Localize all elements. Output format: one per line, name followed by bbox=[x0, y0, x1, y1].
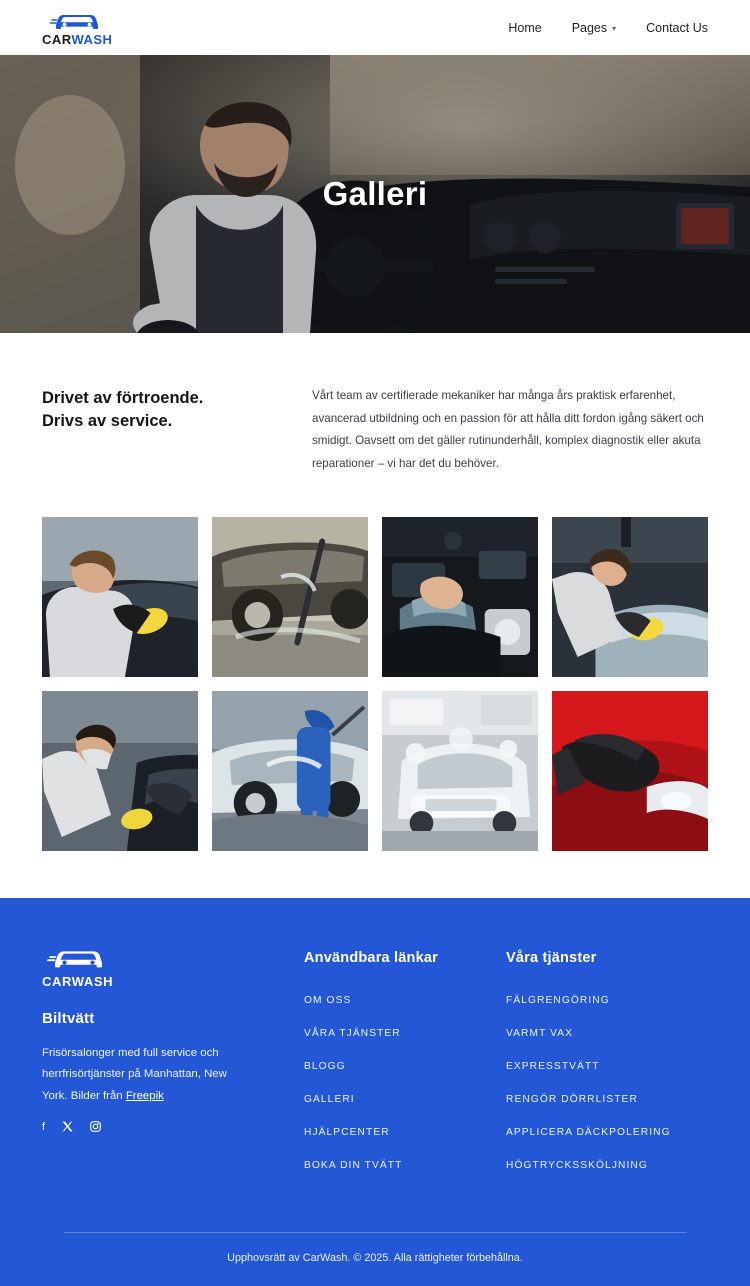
footer-logo[interactable] bbox=[42, 946, 304, 988]
gallery-image-5 bbox=[42, 691, 198, 851]
footer-link-hjalpcenter[interactable]: HJÄLPCENTER bbox=[304, 1127, 390, 1139]
footer-logo-wordmark bbox=[42, 975, 113, 988]
list-item bbox=[506, 990, 708, 1008]
gallery-item[interactable] bbox=[552, 691, 708, 851]
site-footer bbox=[0, 898, 750, 1286]
gallery-image-1 bbox=[42, 517, 198, 677]
list-item bbox=[304, 1023, 506, 1041]
nav-label-contact-us: Contact Us bbox=[646, 20, 708, 35]
footer-link-expresstvatt[interactable]: EXPRESSTVÄTT bbox=[506, 1061, 600, 1073]
footer-link-list bbox=[506, 990, 708, 1173]
car-icon bbox=[47, 946, 109, 975]
freepik-link[interactable]: Freepik bbox=[125, 1089, 164, 1102]
footer-column-title: Användbara länkar bbox=[304, 950, 438, 967]
twitter-x-icon[interactable] bbox=[62, 1121, 73, 1135]
footer-link-falgrengoring[interactable]: FÄLGRENGÖRING bbox=[506, 995, 610, 1007]
footer-column-title: Våra tjänster bbox=[506, 950, 597, 967]
instagram-icon[interactable] bbox=[90, 1121, 101, 1135]
intro-section bbox=[0, 333, 750, 475]
list-item bbox=[304, 1122, 506, 1140]
car-icon bbox=[50, 10, 104, 32]
gallery-item[interactable] bbox=[212, 691, 368, 851]
intro-heading-line2: Drivs av service. bbox=[42, 412, 173, 431]
facebook-icon[interactable]: f bbox=[42, 1121, 46, 1134]
nav-label-pages: Pages bbox=[571, 20, 608, 35]
main-nav bbox=[508, 21, 708, 35]
nav-item-pages[interactable] bbox=[572, 21, 616, 35]
footer-link-rengor-dorrlister[interactable]: RENGÖR DÖRRLISTER bbox=[506, 1094, 638, 1106]
footer-column-our-services bbox=[506, 946, 708, 1188]
nav-item-contact-us[interactable] bbox=[646, 21, 708, 35]
list-item bbox=[304, 1155, 506, 1173]
footer-link-galleri[interactable]: GALLERI bbox=[304, 1094, 355, 1106]
intro-body: Vårt team av certifierade mekaniker har många års praktisk erfarenhet, avancerad utbildning och en passion för att hålla ditt fordon igång säkert och smidigt. Oavsett om det gäller rutinunderhåll, komplex diagnostik eller akuta reparationer – vi har det du behöver. bbox=[312, 389, 704, 470]
instagram-glyph bbox=[90, 1121, 101, 1132]
gallery-item[interactable] bbox=[212, 517, 368, 677]
gallery-item[interactable] bbox=[382, 691, 538, 851]
logo-wordmark bbox=[42, 33, 112, 46]
list-item bbox=[304, 1089, 506, 1107]
footer-link-vara-tjanster[interactable]: VÅRA TJÄNSTER bbox=[304, 1028, 401, 1040]
logo-text-wash: WASH bbox=[71, 31, 113, 47]
gallery-image-7 bbox=[382, 691, 538, 851]
list-item bbox=[506, 1089, 708, 1107]
footer-logo-text-wash: WASH bbox=[71, 974, 114, 990]
footer-description-line1: Frisörsalonger med full service och bbox=[42, 1047, 219, 1060]
footer-copyright: Upphovsrätt av CarWash. © 2025. Alla rättigheter förbehållna. bbox=[227, 1252, 523, 1265]
footer-brand-column bbox=[42, 946, 304, 1188]
gallery-image-2 bbox=[212, 517, 368, 677]
gallery-image-4 bbox=[552, 517, 708, 677]
list-item bbox=[506, 1023, 708, 1041]
footer-link-boka-din-tvatt[interactable]: BOKA DIN TVÄTT bbox=[304, 1160, 403, 1172]
footer-description-line2: herrfrisörtjänster på Manhattan, New York. bbox=[42, 1068, 227, 1102]
list-item bbox=[506, 1122, 708, 1140]
footer-description-line3-prefix: Bilder från bbox=[70, 1089, 126, 1102]
list-item bbox=[304, 990, 506, 1008]
footer-link-hogtryckssköljning[interactable]: HÖGTRYCKSSKÖLJNING bbox=[506, 1160, 648, 1172]
gallery-grid bbox=[0, 475, 750, 851]
gallery-image-3 bbox=[382, 517, 538, 677]
twitter-x-glyph bbox=[62, 1121, 73, 1132]
footer-link-applicera-dackpolering[interactable]: APPLICERA DÄCKPOLERING bbox=[506, 1127, 671, 1139]
footer-link-varmt-vax[interactable]: VARMT VAX bbox=[506, 1028, 574, 1040]
nav-label-home: Home bbox=[508, 20, 542, 35]
footer-brand-heading: Biltvätt bbox=[42, 1010, 95, 1028]
intro-heading bbox=[42, 385, 274, 475]
hero-banner bbox=[0, 55, 750, 333]
footer-link-om-oss[interactable]: OM OSS bbox=[304, 995, 352, 1007]
footer-link-blogg[interactable]: BLOGG bbox=[304, 1061, 346, 1073]
intro-heading-line1: Drivet av förtroende. bbox=[42, 389, 204, 407]
list-item bbox=[506, 1056, 708, 1074]
chevron-down-icon: ▾ bbox=[612, 24, 617, 33]
gallery-image-8 bbox=[552, 691, 708, 851]
gallery-item[interactable] bbox=[552, 517, 708, 677]
list-item bbox=[304, 1056, 506, 1074]
footer-link-list bbox=[304, 990, 506, 1173]
site-logo[interactable] bbox=[42, 10, 112, 46]
gallery-item[interactable] bbox=[382, 517, 538, 677]
footer-column-useful-links bbox=[304, 946, 506, 1188]
logo-text-car: CAR bbox=[42, 31, 72, 47]
footer-description bbox=[42, 1043, 247, 1106]
gallery-image-6 bbox=[212, 691, 368, 851]
site-header bbox=[0, 0, 750, 55]
footer-columns bbox=[42, 946, 708, 1188]
gallery-item[interactable] bbox=[42, 691, 198, 851]
footer-social-links bbox=[42, 1121, 304, 1135]
footer-logo-text-car: CAR bbox=[42, 974, 72, 990]
list-item bbox=[506, 1155, 708, 1173]
page-title: Galleri bbox=[322, 175, 428, 212]
gallery-item[interactable] bbox=[42, 517, 198, 677]
nav-item-home[interactable] bbox=[508, 21, 541, 35]
